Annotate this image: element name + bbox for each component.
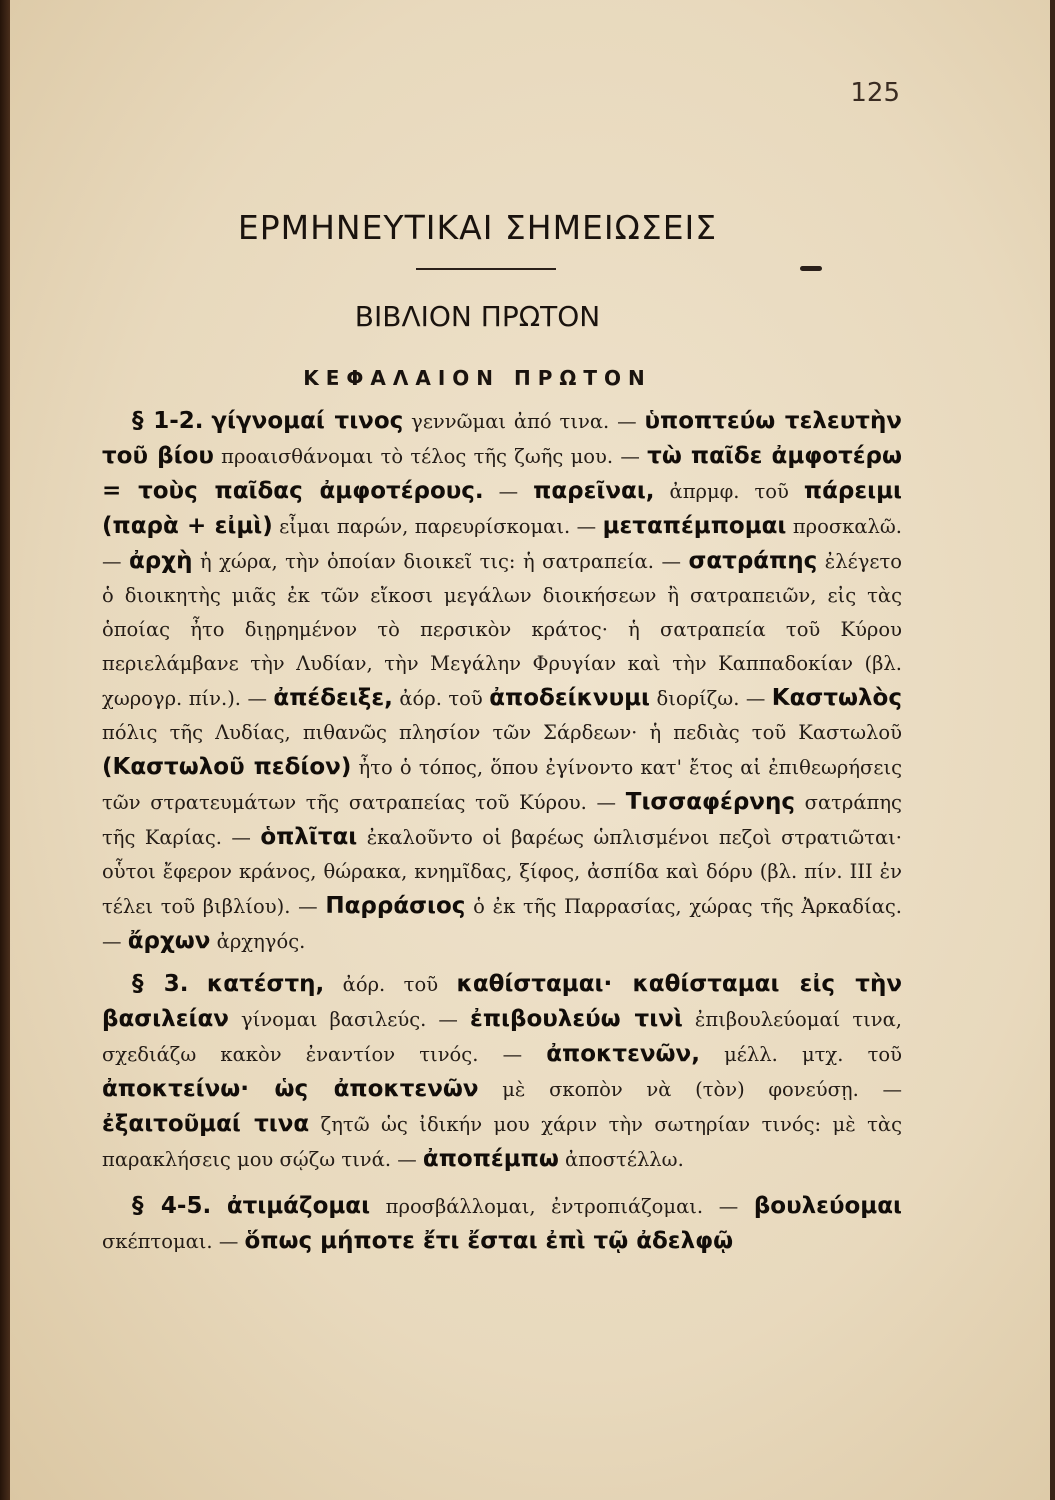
gloss-text: ἀποστέλλω. bbox=[558, 1148, 684, 1171]
gloss-text: σατράπης τῆς Καρίας. — bbox=[102, 791, 902, 849]
lemma-term: ἀπέδειξε, bbox=[273, 685, 393, 711]
section-label: § 1-2. bbox=[132, 408, 204, 434]
lemma-term: ἀποκτενῶν, bbox=[546, 1041, 700, 1067]
lemma-term: κατέστη, bbox=[206, 971, 325, 997]
gloss-text: προαισθάνομαι τὸ τέλος τῆς ζωῆς μου. — bbox=[213, 445, 648, 468]
section-paragraph bbox=[102, 967, 902, 1177]
title-rule bbox=[416, 268, 556, 270]
gloss-text: ἐλέγετο ὁ διοικητὴς μιᾶς ἐκ τῶν εἴκοσι μεγάλων διοικήσεων ἢ σατραπειῶν, εἰς τὰς ὁποίας ἦτο διῃρημένον τὸ περσικὸν κράτος· ἡ σατραπεία τοῦ Κύρου περιελάμβανε τὴν Λυδίαν, τὴν Μεγάλην Φρυγίαν καὶ τὴν Καππαδοκίαν (βλ. χωρογρ. πίν.). — bbox=[102, 550, 902, 710]
lemma-term: τὼ παῖδε ἀμφοτέρω = τοὺς παῖδας ἀμφοτέρους. bbox=[102, 443, 903, 504]
lemma-term: ἀτιμάζομαι bbox=[226, 1193, 371, 1219]
section-content bbox=[102, 973, 902, 1171]
rule-ornament bbox=[800, 266, 822, 271]
lemma-term: πάρειμι (παρὰ + εἰμὶ) bbox=[102, 478, 902, 539]
gloss-text: — bbox=[483, 480, 534, 503]
gloss-text: ὁ ἐκ τῆς Παρρασίας, χώρας τῆς Ἀρκαδίας. — bbox=[102, 895, 902, 953]
gloss-text: εἶμαι παρών, παρευρίσκομαι. — bbox=[272, 515, 603, 538]
lemma-term: ὁπλῖται bbox=[260, 824, 358, 850]
section-content bbox=[102, 410, 902, 953]
commentary-body bbox=[102, 404, 902, 1267]
gloss-text: ζητῶ ὡς ἰδικήν μου χάριν τὴν σωτηρίαν τινός: μὲ τὰς παρακλήσεις μου σῴζω τινά. — bbox=[102, 1113, 902, 1171]
lemma-term: Καστωλὸς bbox=[771, 685, 902, 711]
section-content bbox=[102, 1195, 902, 1253]
chapter-title: ΚΕΦΑΛΑΙΟΝ ΠΡΩΤΟΝ bbox=[303, 366, 652, 390]
gloss-text: γίνομαι βασιλεύς. — bbox=[228, 1008, 471, 1031]
lemma-term: καθίσταμαι· καθίσταμαι εἰς τὴν βασιλείαν bbox=[102, 971, 903, 1032]
page-binding-edge bbox=[0, 0, 10, 1500]
gloss-text: ἀόρ. τοῦ bbox=[324, 973, 457, 996]
gloss-text: γεννῶμαι ἀπό τινα. — bbox=[403, 410, 645, 433]
book-page bbox=[10, 0, 1050, 1500]
lemma-term: μεταπέμπομαι bbox=[602, 513, 787, 539]
page-number: 125 bbox=[850, 78, 900, 108]
lemma-term: ἀποδείκνυμι bbox=[489, 685, 651, 711]
gloss-text: πόλις τῆς Λυδίας, πιθανῶς πλησίον τῶν Σάρδεων· ἡ πεδιὰς τοῦ Καστωλοῦ bbox=[102, 721, 902, 744]
lemma-term: (Καστωλοῦ πεδίον) bbox=[102, 754, 352, 780]
lemma-term: Τισσαφέρνης bbox=[625, 789, 795, 815]
gloss-text: μὲ σκοπὸν νὰ (τὸν) φονεύσῃ. — bbox=[478, 1078, 902, 1101]
lemma-term: ἄρχων bbox=[127, 928, 211, 954]
lemma-term: ἐπιβουλεύω τινὶ bbox=[470, 1006, 683, 1032]
gloss-text: ἡ χώρα, τὴν ὁποίαν διοικεῖ τις: ἡ σατραπεία. — bbox=[192, 550, 689, 573]
main-title: ΕΡΜΗΝΕΥΤΙΚΑΙ ΣΗΜΕΙΩΣΕΙΣ bbox=[237, 208, 718, 247]
lemma-term: ἀποπέμπω bbox=[422, 1146, 559, 1172]
lemma-term: Παρράσιος bbox=[325, 893, 466, 919]
gloss-text: διορίζω. — bbox=[650, 687, 772, 710]
section-paragraph bbox=[102, 404, 902, 959]
gloss-text: ἀρχηγός. bbox=[210, 930, 306, 953]
lemma-term: ὅπως μήποτε ἔτι ἔσται ἐπὶ τῷ ἀδελφῷ bbox=[244, 1228, 734, 1254]
gloss-text: προσκαλῶ. — bbox=[102, 515, 902, 573]
lemma-term: γίγνομαί τινος bbox=[211, 408, 404, 434]
gloss-text: ἀόρ. τοῦ bbox=[392, 687, 490, 710]
lemma-term: ἀποκτείνω· ὡς ἀποκτενῶν bbox=[102, 1076, 479, 1102]
gloss-text: προσβάλλομαι, ἐντροπιάζομαι. — bbox=[370, 1195, 754, 1218]
gloss-text: ἦτο ὁ τόπος, ὅπου ἐγίνοντο κατ' ἔτος αἱ ἐπιθεωρήσεις τῶν στρατευμάτων τῆς σατραπείας τοῦ Κύρου. — bbox=[102, 756, 903, 814]
gloss-text: μέλλ. μτχ. τοῦ bbox=[699, 1043, 902, 1066]
lemma-term: βουλεύομαι bbox=[753, 1193, 902, 1219]
lemma-term: ἀρχὴ bbox=[128, 548, 193, 574]
section-label: § 3. bbox=[132, 971, 189, 997]
lemma-term: παρεῖναι, bbox=[533, 478, 655, 504]
section-paragraph bbox=[102, 1189, 902, 1259]
gloss-text: ἐπιβουλεύομαί τινα, σχεδιάζω κακὸν ἐναντίον τινός. — bbox=[102, 1008, 902, 1066]
lemma-term: ὑποπτεύω τελευτὴν τοῦ βίου bbox=[102, 408, 902, 469]
book-title: ΒΙΒΛΙΟΝ ΠΡΩΤΟΝ bbox=[354, 300, 601, 333]
gloss-text: σκέπτομαι. — bbox=[102, 1230, 245, 1253]
lemma-term: σατράπης bbox=[688, 548, 818, 574]
gloss-text: ἐκαλοῦντο οἱ βαρέως ὡπλισμένοι πεζοὶ στρατιῶται· οὗτοι ἔφερον κράνος, θώρακα, κνημῖδας, ξίφος, ἀσπίδα καὶ δόρυ (βλ. πίν. III ἐν τέλει τοῦ βιβλίου). — bbox=[102, 826, 902, 918]
section-label: § 4-5. bbox=[132, 1193, 212, 1219]
gloss-text: ἀπρμφ. τοῦ bbox=[654, 480, 804, 503]
lemma-term: ἐξαιτοῦμαί τινα bbox=[102, 1111, 310, 1137]
